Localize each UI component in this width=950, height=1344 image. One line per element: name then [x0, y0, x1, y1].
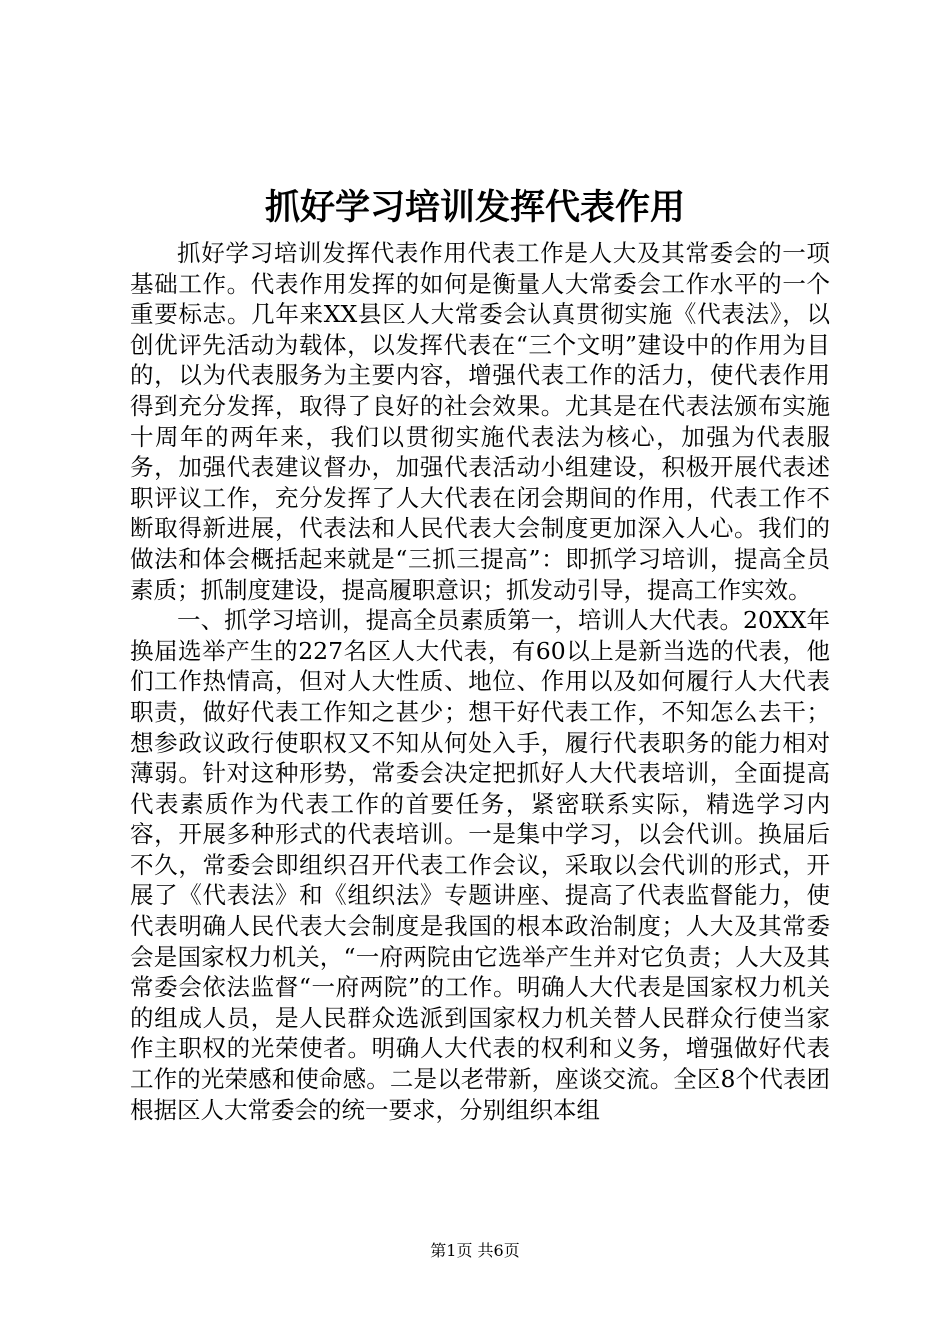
document-body [130, 238, 830, 1125]
body-paragraph-2: 一、抓学习培训，提高全员素质第一，培训人大代表。20XX年换届选举产生的227名区人大代表，有60以上是新当选的代表，他们工作热情高，但对人大性质、地位、作用以及如何履行人大代表职责，做好代表工作知之甚少；想干好代表工作，不知怎么去干；想参政议政行使职权又不知从何处入手，履行代表职务的能力相对薄弱。针对这种形势，常委会决定把抓好人大代表培训，全面提高代表素质作为代表工作的首要任务，紧密联系实际，精选学习内容，开展多种形式的代表培训。一是集中学习，以会代训。换届后不久，常委会即组织召开代表工作会议，采取以会代训的形式，开展了《代表法》和《组织法》专题讲座、提高了代表监督能力，使代表明确人民代表大会制度是我国的根本政治制度；人大及其常委会是国家权力机关，“一府两院由它选举产生并对它负责；人大及其常委会依法监督“一府两院”的工作。明确人大代表是国家权力机关的组成人员，是人民群众选派到国家权力机关替人民群众行使当家作主职权的光荣使者。明确人大代表的权利和义务，增强做好代表工作的光荣感和使命感。二是以老带新，座谈交流。全区8个代表团根据区人大常委会的统一要求，分别组织本组 [130, 606, 830, 1124]
body-paragraph-1: 抓好学习培训发挥代表作用代表工作是人大及其常委会的一项基础工作。代表作用发挥的如何是衡量人大常委会工作水平的一个重要标志。几年来XX县区人大常委会认真贯彻实施《代表法》，以创优评先活动为载体，以发挥代表在“三个文明”建设中的作用为目的，以为代表服务为主要内容，增强代表工作的活力，使代表作用得到充分发挥，取得了良好的社会效果。尤其是在代表法颁布实施十周年的两年来，我们以贯彻实施代表法为核心，加强为代表服务，加强代表建议督办，加强代表活动小组建设，积极开展代表述职评议工作，充分发挥了人大代表在闭会期间的作用，代表工作不断取得新进展，代表法和人民代表大会制度更加深入人心。我们的做法和体会概括起来就是“三抓三提高”：即抓学习培训，提高全员素质；抓制度建设，提高履职意识；抓发动引导，提高工作实效。 [130, 239, 830, 604]
page-footer: 第1页 共6页 [430, 1241, 520, 1260]
document-title: 抓好学习培训发挥代表作用 [264, 187, 685, 228]
